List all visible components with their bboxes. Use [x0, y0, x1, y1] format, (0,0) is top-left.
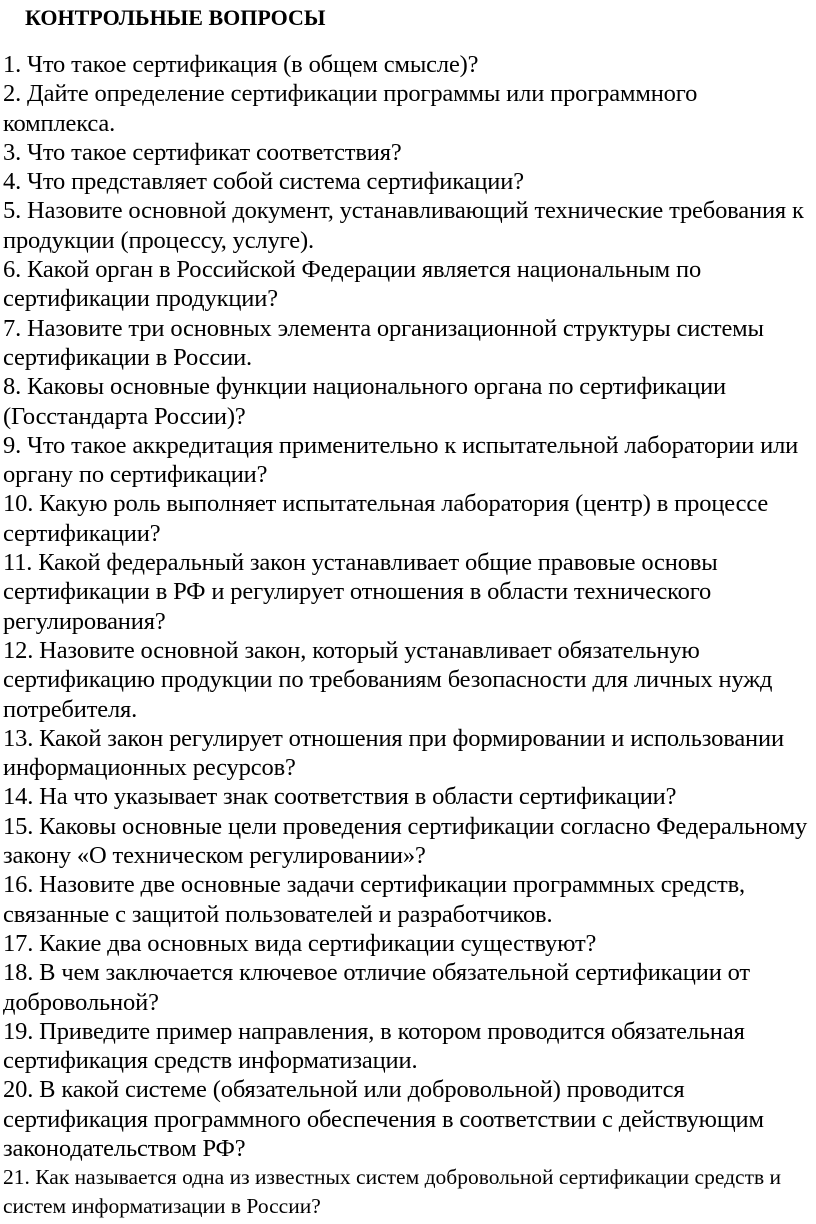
- question-19: 19. Приведите пример направления, в котором проводится обязательная сертификация средств информатизации.: [3, 1017, 745, 1075]
- question-18: 18. В чем заключается ключевое отличие обязательной сертификации от добровольной?: [3, 959, 750, 1016]
- question-8: 8. Каковы основные функции национального органа по сертификации (Госстандарта России)?: [3, 373, 727, 430]
- question-9: 9. Что такое аккредитация применительно к испытательной лаборатории или органу по сертификации?: [3, 431, 799, 489]
- question-2: 2. Дайте определение сертификации программы или программного комплекса.: [3, 80, 698, 137]
- question-16: 16. Назовите две основные задачи сертификации программных средств, связанные с защитой пользователей и разработчиков.: [3, 871, 745, 928]
- question-10: 10. Какую роль выполняет испытательная лаборатория (центр) в процессе сертификации?: [3, 490, 769, 547]
- question-7: 7. Назовите три основных элемента организационной структуры системы сертификации в России.: [3, 314, 764, 371]
- question-20: 20. В какой системе (обязательной или добровольной) проводится сертификация программного обеспечения в соответствии с действующим законодательством РФ?: [3, 1076, 764, 1162]
- question-14: 14. На что указывает знак соответствия в области сертификации?: [3, 783, 677, 811]
- question-4: 4. Что представляет собой система сертификации?: [3, 168, 524, 196]
- question-12: 12. Назовите основной закон, который устанавливает обязательную сертификацию продукции по требованиям безопасности для личных нужд потребителя.: [3, 636, 773, 723]
- question-6: 6. Какой орган в Российской Федерации является национальным по сертификации продукции?: [3, 256, 702, 313]
- question-11: 11. Какой федеральный закон устанавливает общие правовые основы сертификации в РФ и регулирует отношения в области технического регулирования?: [3, 549, 718, 635]
- question-21: 21. Как называется одна из известных систем добровольной сертификации средств и систем информатизации в России?: [3, 1165, 782, 1219]
- question-list: [3, 50, 814, 1221]
- question-1: 1. Что такое сертификация (в общем смысле)?: [3, 51, 479, 78]
- question-17: 17. Какие два основных вида сертификации существуют?: [3, 929, 597, 957]
- page-title: КОНТРОЛЬНЫЕ ВОПРОСЫ: [25, 5, 326, 30]
- question-5: 5. Назовите основной документ, устанавливающий технические требования к продукции (процессу, услуге).: [3, 197, 804, 254]
- question-13: 13. Какой закон регулирует отношения при формировании и использовании информационных ресурсов?: [3, 724, 784, 782]
- question-3: 3. Что такое сертификат соответствия?: [3, 138, 402, 166]
- question-15: 15. Каковы основные цели проведения сертификации согласно Федеральному закону «О техническом регулировании»?: [3, 812, 808, 870]
